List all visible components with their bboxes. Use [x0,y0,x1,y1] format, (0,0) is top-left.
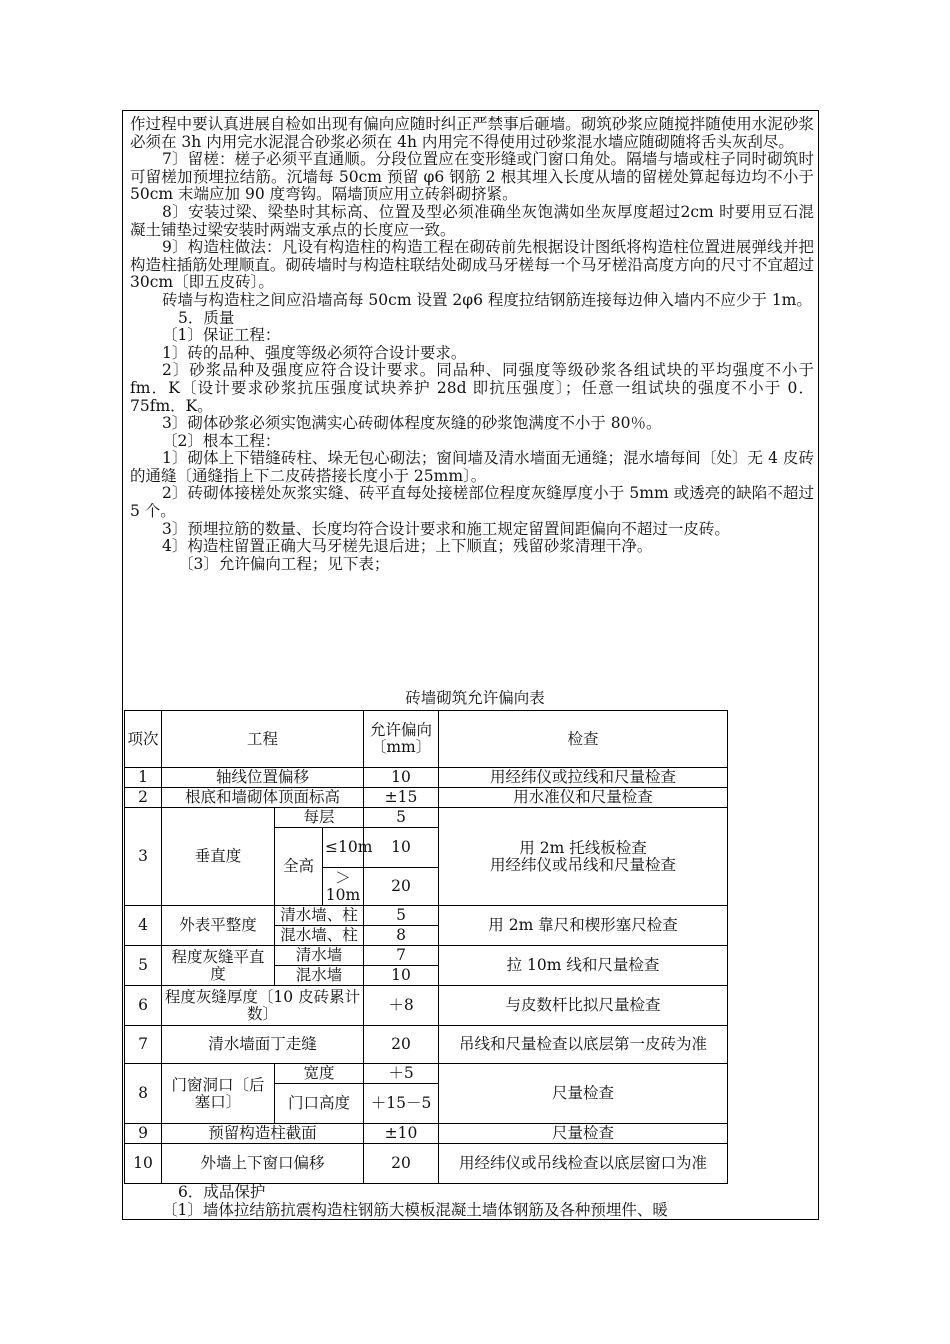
row-item: 程度灰缝厚度〔10 皮砖累计数〕 [162,986,364,1026]
row-no: 8 [125,1064,162,1124]
row-tolerance: 10 [364,828,439,868]
paragraph: 2〕砖砌体接槎处灰浆实缝、砖平直每处接槎部位程度灰缝厚度小于 5mm 或透亮的缺陷不超过 5 个。 [130,484,814,521]
row-item: 外墙上下窗口偏移 [162,1144,364,1184]
after-table-text [130,1183,814,1219]
table-header-row [125,711,728,768]
row-subitem: 宽度 [275,1064,364,1084]
table-caption: 砖墙砌筑允许偏向表 [405,689,545,707]
row-no: 2 [125,788,162,808]
row-item: 程度灰缝平直度 [162,946,275,986]
row-check: 用经纬仪或吊线检查以底层窗口为准 [439,1144,728,1184]
row-item: 根底和墙砌体顶面标高 [162,788,364,808]
paragraph: 3〕预埋拉筋的数量、长度均符合设计要求和施工规定留置间距偏向不超过一皮砖。 [162,519,730,538]
row-tolerance: 5 [364,906,439,926]
row-tolerance: ±15 [364,788,439,808]
table-row [125,1026,728,1064]
row-tolerance: 20 [364,1026,439,1064]
row-tolerance: 7 [364,946,439,966]
row-item: 垂直度 [162,808,275,906]
section-heading: 6．成品保护 [178,1183,266,1201]
table-row [125,788,728,808]
paragraph: 4〕构造柱留置正确大马牙槎先退后进；上下顺直；残留砂浆清理干净。 [162,537,653,556]
tolerance-table [124,710,728,1184]
paragraph: 1〕砌体上下错缝砖柱、垛无包心砌法；窗间墙及清水墙面无通缝；混水墙每间〔处〕无 4 皮砖的通缝〔通缝指上下二皮砖搭接长度小于 25mm〕。 [130,449,814,485]
row-no: 6 [125,986,162,1026]
subsection-heading: 〔2〕根本工程： [162,431,281,450]
row-item: 清水墙面丁走缝 [162,1026,364,1064]
body-text [130,116,814,573]
paragraph: 3〕砌体砂浆必须实饱满实心砖砌体程度灰缝的砂浆饱满度不小于 80％。 [162,414,662,433]
row-subitem: ＞10m [323,868,364,906]
row-tolerance: ＋8 [364,986,439,1026]
row-check: 拉 10m 线和尺量检查 [439,946,728,986]
row-tolerance: ＋5 [364,1064,439,1084]
table-row [125,1144,728,1184]
table-row [125,906,728,926]
row-check: 吊线和尺量检查以底层第一皮砖为准 [439,1026,728,1064]
row-subitem: 混水墙 [275,966,364,986]
row-subitem: 混水墙、柱 [275,926,364,946]
row-subitem: 全高 [275,828,323,906]
row-no: 10 [125,1144,162,1184]
subsection-heading: 〔1〕保证工程： [162,326,281,345]
row-no: 1 [125,768,162,788]
section-heading: 5．质量 [178,308,235,327]
paragraph: 9〕构造柱做法：凡设有构造柱的构造工程在砌砖前先根据设计图纸将构造柱位置进展弹线并把构造柱插筋处理顺直。砌砖墙时与构造柱联结处砌成马牙槎每一个马牙槎沿高度方向的尺寸不宜超过 30cm〔即五皮砖〕。 [130,238,814,292]
row-no: 7 [125,1026,162,1064]
row-check: 用水准仪和尺量检查 [439,788,728,808]
table-row [125,1064,728,1084]
row-check: 用 2m 靠尺和楔形塞尺检查 [439,906,728,946]
row-item: 预留构造柱截面 [162,1124,364,1144]
row-item: 外表平整度 [162,906,275,946]
table-row [125,808,728,828]
paragraph: 〔1〕墙体拉结筋抗震构造柱钢筋大模板混凝土墙体钢筋及各种预埋件、暖 [162,1201,668,1219]
row-tolerance: 8 [364,926,439,946]
row-check: 尺量检查 [439,1064,728,1124]
row-no: 9 [125,1124,162,1144]
row-no: 4 [125,906,162,946]
paragraph: 1〕砖的品种、强度等级必须符合设计要求。 [162,343,467,362]
row-subitem: 每层 [275,808,364,828]
row-check: 与皮数杆比拟尺量检查 [439,986,728,1026]
header-no: 项次 [125,711,162,768]
row-tolerance: 10 [364,966,439,986]
row-tolerance: 20 [364,868,439,906]
row-no: 3 [125,808,162,906]
row-check: 尺量检查 [439,1124,728,1144]
row-tolerance: 5 [364,808,439,828]
paragraph: 2〕砂浆品种及强度应符合设计要求。同品种、同强度等级砂浆各组试块的平均强度不小于 fm．K〔设计要求砂浆抗压强度试块养护 28d 即抗压强度〕；任意一组试块的强度不小于 0．75fm．K。 [130,361,814,415]
row-tolerance: 10 [364,768,439,788]
header-item: 工程 [162,711,364,768]
paragraph: 8〕安装过梁、梁垫时其标高、位置及型必须准确坐灰饱满如坐灰厚度超过2cm 时要用豆石混凝土铺垫过梁安装时两端支承点的长度应一致。 [130,202,814,239]
table-row [125,986,728,1026]
row-tolerance: ＋15－5 [364,1084,439,1124]
row-no: 5 [125,946,162,986]
row-check: 用经纬仪或拉线和尺量检查 [439,768,728,788]
subsection-heading: 〔3〕允许偏向工程；见下表； [178,554,390,573]
row-subitem: 清水墙、柱 [275,906,364,926]
row-tolerance: ±10 [364,1124,439,1144]
row-item: 轴线位置偏移 [162,768,364,788]
row-subitem: 门口高度 [275,1084,364,1124]
paragraph: 7〕留槎：槎子必须平直通顺。分段位置应在变形缝或门窗口角处。隔墙与墙或柱子同时砌筑时可留槎加预埋拉结筋。沉墙每 50cm 预留 φ6 钢筋 2 根其埋入长度从墙的留槎处算起每边均不小于 50cm 末端应加 90 度弯钩。隔墙顶应用立砖斜砌挤紧。 [130,150,814,204]
header-tolerance: 允许偏向〔mm〕 [364,711,439,768]
row-subitem: 清水墙 [275,946,364,966]
header-check: 检查 [439,711,728,768]
paragraph: 作过程中要认真进展自检如出现有偏向应随时纠正严禁事后砸墙。砌筑砂浆应随搅拌随使用水泥砂浆必须在 3h 内用完水泥混合砂浆必须在 4h 内用完不得使用过砂浆混水墙应随砌随将舌头灰刮尽。 [130,115,814,151]
table-row [125,1124,728,1144]
paragraph: 砖墙与构造柱之间应沿墙高每 50cm 设置 2φ6 程度拉结钢筋连接每边伸入墙内不应少于 1m。 [162,290,812,309]
table-row [125,768,728,788]
row-subitem: ≤10m [323,828,364,868]
row-item: 门窗洞口〔后塞口〕 [162,1064,275,1124]
row-check: 用 2m 托线板检查 用经纬仪或吊线和尺量检查 [439,808,728,906]
row-tolerance: 20 [364,1144,439,1184]
table-row [125,946,728,966]
